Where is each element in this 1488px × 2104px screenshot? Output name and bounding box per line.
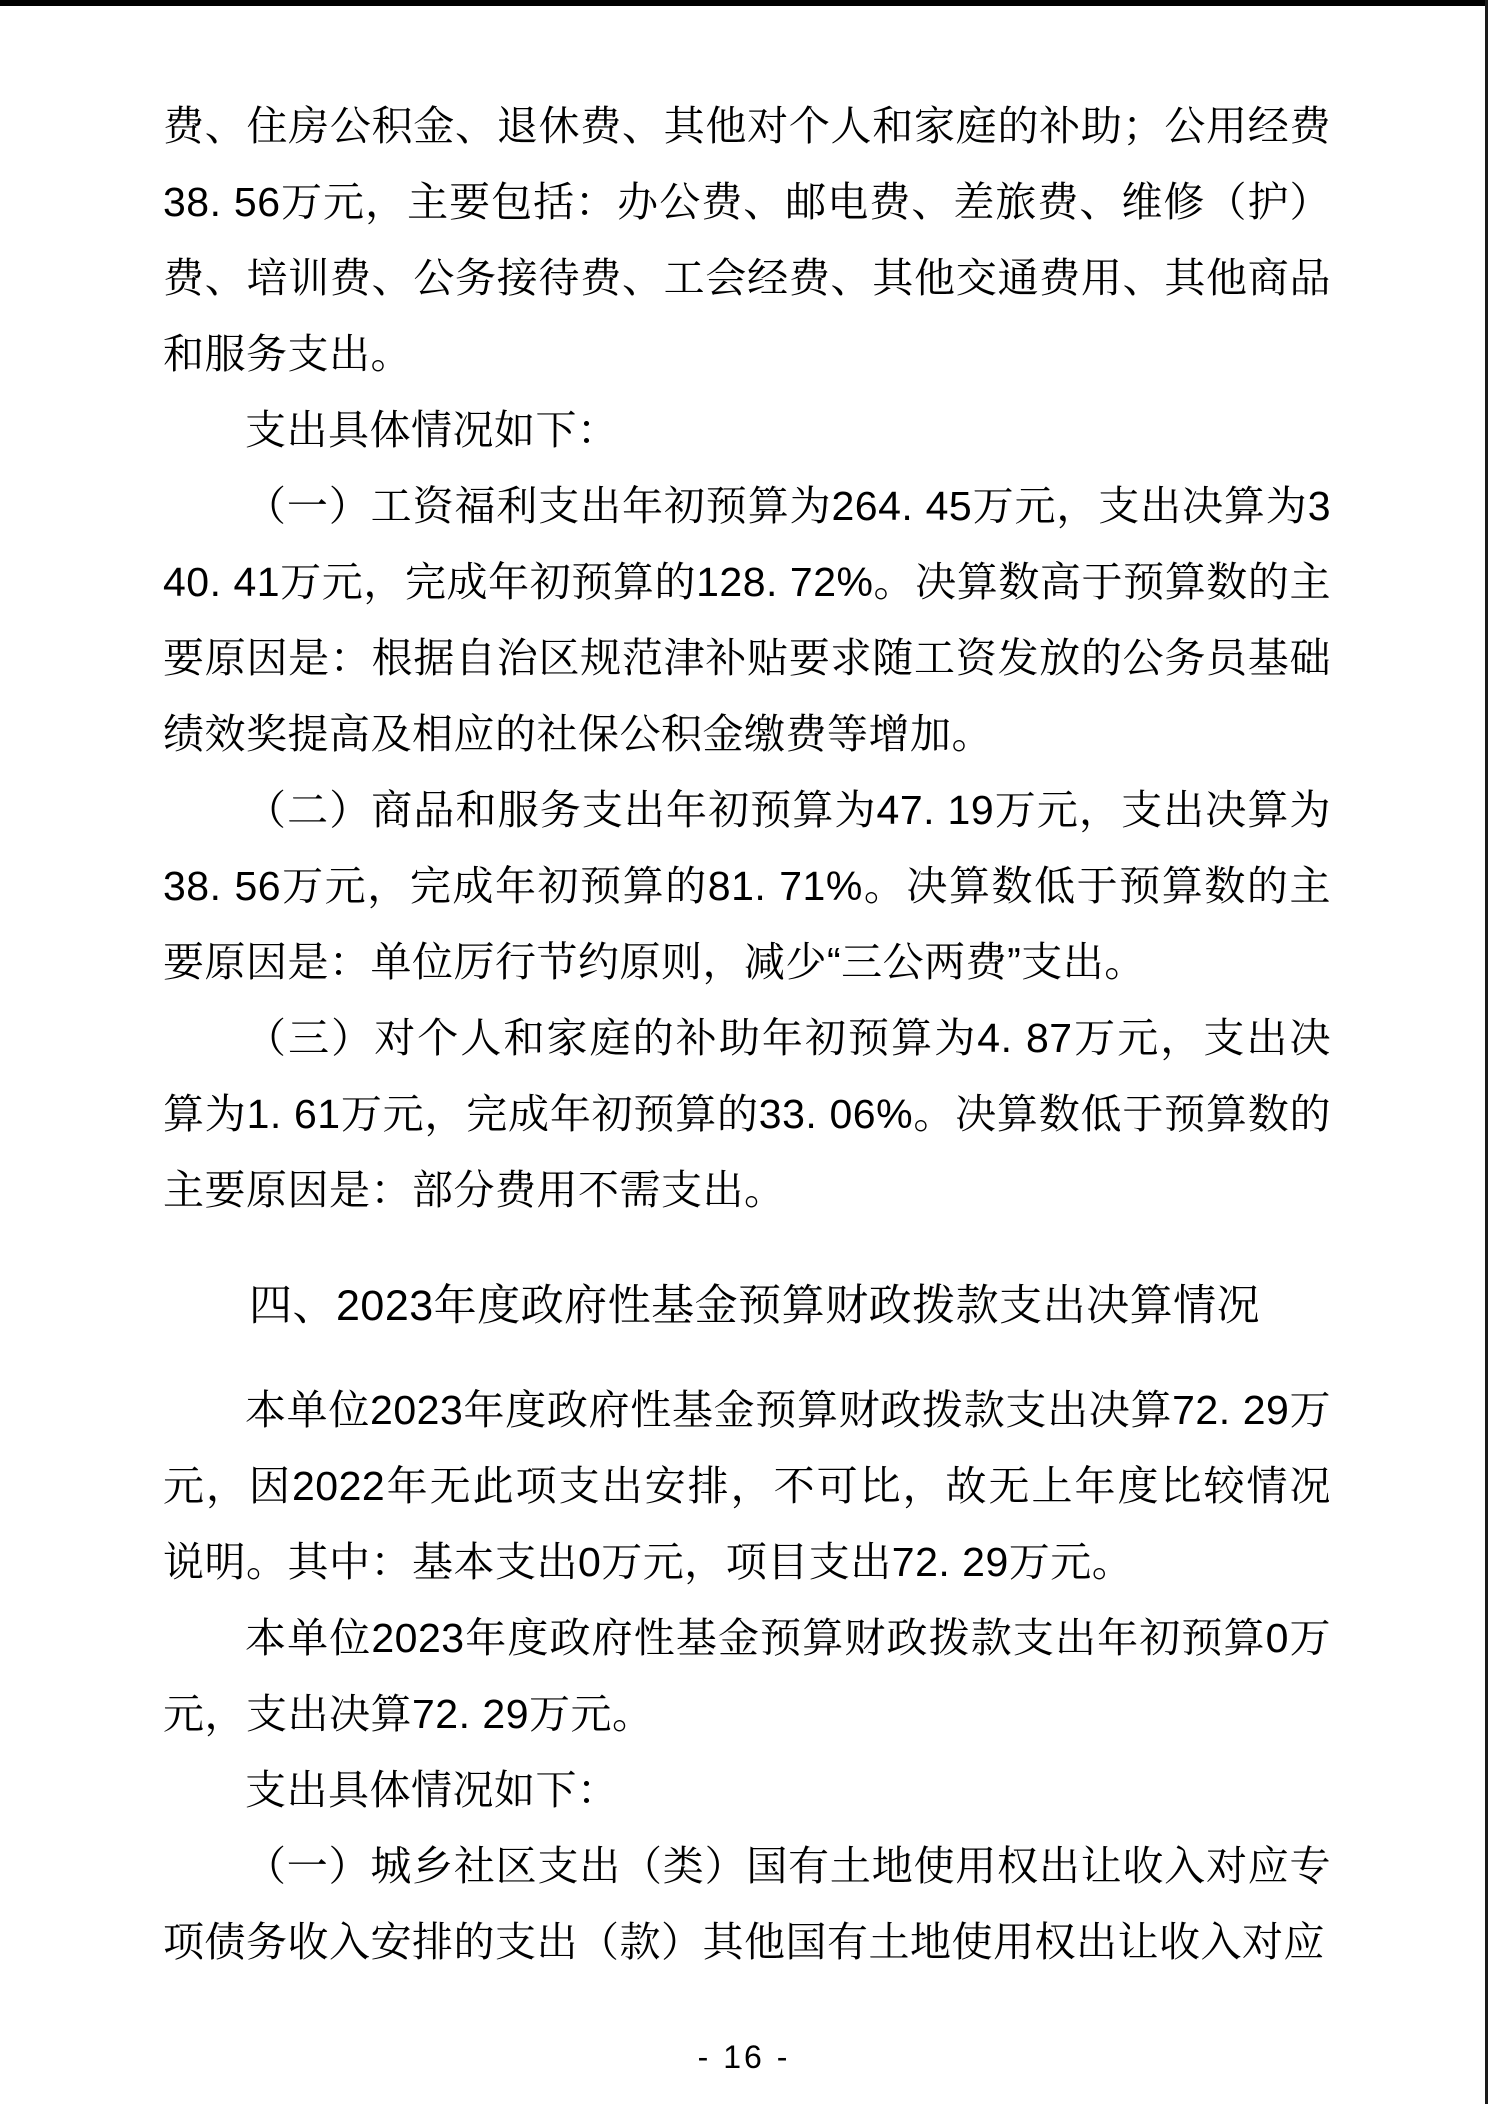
page-number: - 16 -	[697, 2039, 791, 2075]
paragraph-expense-detail-intro: 支出具体情况如下：	[245, 407, 619, 453]
scan-artifact-top-bar	[0, 0, 1488, 6]
paragraph-item-1-salary-welfare-expense: （一）工资福利支出年初预算为264. 45万元，支出决算为340. 41万元，完成年初预算的128. 72%。决算数高于预算数的主要原因是：根据自治区规范津补贴要求随工资发放的公务员基础绩效奖提高及相应的社保公积金缴费等增加。	[163, 483, 1331, 757]
paragraph-government-fund-budget-vs-final: 本单位2023年度政府性基金预算财政拨款支出年初预算0万元，支出决算72. 29万元。	[163, 1615, 1331, 1737]
document-body	[163, 88, 1331, 1980]
paragraph-government-fund-expense-summary: 本单位2023年度政府性基金预算财政拨款支出决算72. 29万元，因2022年无此项支出安排，不可比，故无上年度比较情况说明。其中：基本支出0万元，项目支出72. 29万元。	[163, 1387, 1331, 1585]
paragraph-basic-expense-composition-continued: 费、住房公积金、退休费、其他对个人和家庭的补助；公用经费38. 56万元，主要包括：办公费、邮电费、差旅费、维修（护）费、培训费、公务接待费、工会经费、其他交通费用、其他商品和服务支出。	[163, 103, 1331, 377]
paragraph-item-2-goods-services-expense: （二）商品和服务支出年初预算为47. 19万元，支出决算为38. 56万元，完成年初预算的81. 71%。决算数低于预算数的主要原因是：单位厉行节约原则，减少“三公两费”支出。	[163, 787, 1331, 985]
page-footer	[0, 2039, 1488, 2076]
section-heading-government-fund-budget-expense: 四、2023年度政府性基金预算财政拨款支出决算情况	[249, 1282, 1261, 1330]
paragraph-item-1-urban-rural-community-expense: （一）城乡社区支出（类）国有土地使用权出让收入对应专项债务收入安排的支出（款）其他国有土地使用权出让收入对应	[163, 1843, 1331, 1965]
paragraph-expense-detail-intro-2: 支出具体情况如下：	[245, 1767, 619, 1813]
paragraph-item-3-individual-family-subsidy: （三）对个人和家庭的补助年初预算为4. 87万元，支出决算为1. 61万元，完成年初预算的33. 06%。决算数低于预算数的主要原因是：部分费用不需支出。	[163, 1015, 1331, 1213]
